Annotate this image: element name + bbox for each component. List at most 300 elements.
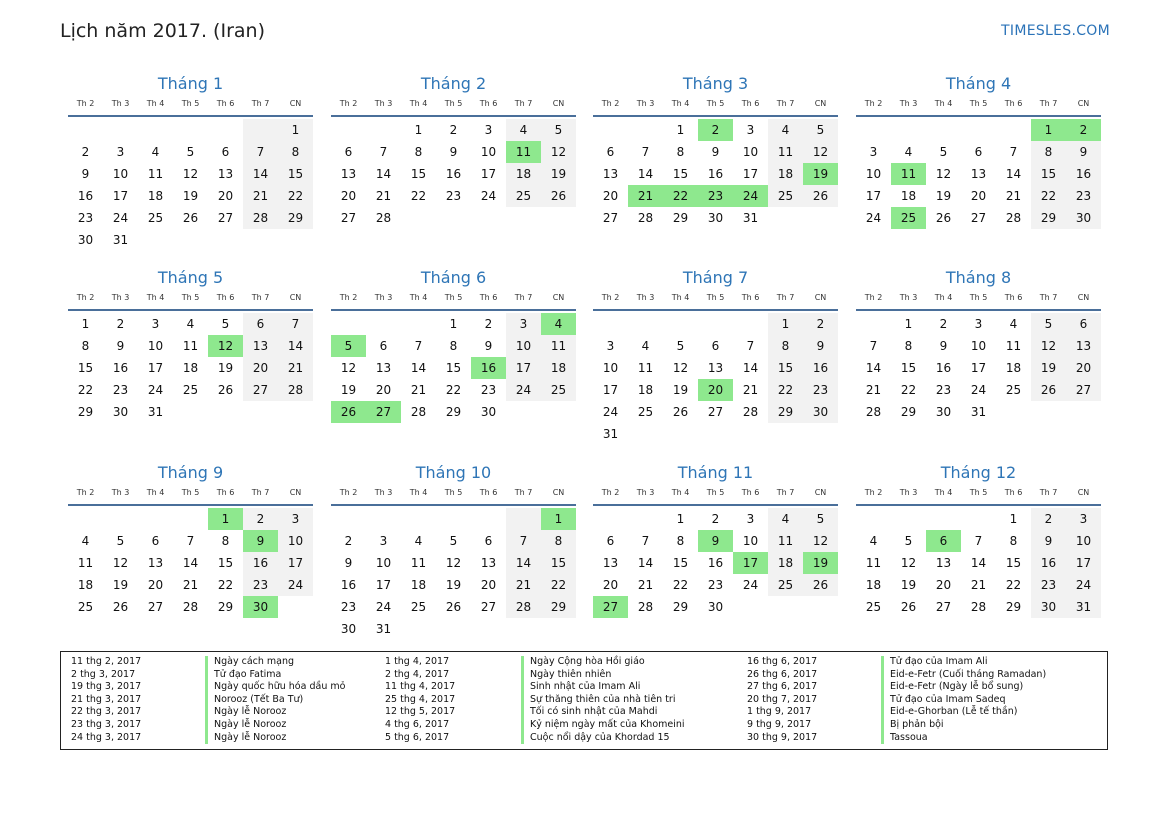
day-cell[interactable]: 10 <box>147 339 164 353</box>
day-cell[interactable]: 9 <box>711 145 720 159</box>
day-cell[interactable]: 21 <box>865 383 882 397</box>
day-cell[interactable]: 22 <box>900 383 917 397</box>
day-cell[interactable]: 16 <box>707 556 724 570</box>
day-cell[interactable]: 15 <box>445 361 462 375</box>
day-cell[interactable]: 4 <box>151 145 160 159</box>
day-cell[interactable]: 3 <box>151 317 160 331</box>
day-cell[interactable]: 23 <box>243 574 278 596</box>
day-cell[interactable]: 27 <box>243 379 278 401</box>
day-cell[interactable]: 18 <box>506 163 541 185</box>
day-cell[interactable]: 22 <box>768 379 803 401</box>
day-cell[interactable]: 6 <box>711 339 720 353</box>
day-cell[interactable]: 9 <box>116 339 125 353</box>
day-cell[interactable]: 28 <box>182 600 199 614</box>
day-cell[interactable]: 12 <box>803 141 838 163</box>
day-cell[interactable]: 15 <box>1031 163 1066 185</box>
day-cell[interactable]: 23 <box>1031 574 1066 596</box>
day-cell[interactable]: 23 <box>340 600 357 614</box>
day-cell[interactable]: 19 <box>112 578 129 592</box>
day-cell[interactable]: 19 <box>935 189 952 203</box>
day-cell[interactable]: 18 <box>1005 361 1022 375</box>
day-cell[interactable]: 18 <box>865 578 882 592</box>
day-cell[interactable]: 6 <box>606 145 615 159</box>
day-cell[interactable]: 27 <box>602 211 619 225</box>
day-cell[interactable]: 21 <box>182 578 199 592</box>
day-cell[interactable]: 18 <box>77 578 94 592</box>
day-cell[interactable]: 25 <box>768 574 803 596</box>
day-cell[interactable]: 20 <box>1066 357 1101 379</box>
day-cell[interactable]: 16 <box>112 361 129 375</box>
day-cell[interactable]: 28 <box>278 379 313 401</box>
day-cell[interactable]: 29 <box>1005 600 1022 614</box>
day-cell[interactable]: 10 <box>970 339 987 353</box>
day-cell[interactable]: 20 <box>698 379 733 401</box>
day-cell[interactable]: 13 <box>375 361 392 375</box>
day-cell[interactable]: 20 <box>935 578 952 592</box>
day-cell[interactable]: 27 <box>1066 379 1101 401</box>
day-cell[interactable]: 26 <box>803 185 838 207</box>
day-cell[interactable]: 29 <box>768 401 803 423</box>
day-cell[interactable]: 26 <box>331 401 366 423</box>
day-cell[interactable]: 30 <box>803 401 838 423</box>
day-cell[interactable]: 27 <box>147 600 164 614</box>
day-cell[interactable]: 27 <box>593 596 628 618</box>
day-cell[interactable]: 15 <box>77 361 94 375</box>
day-cell[interactable]: 7 <box>243 141 278 163</box>
day-cell[interactable]: 24 <box>375 600 392 614</box>
day-cell[interactable]: 20 <box>217 189 234 203</box>
day-cell[interactable]: 1 <box>768 313 803 335</box>
day-cell[interactable]: 28 <box>970 600 987 614</box>
day-cell[interactable]: 4 <box>768 119 803 141</box>
day-cell[interactable]: 3 <box>974 317 983 331</box>
day-cell[interactable]: 1 <box>278 119 313 141</box>
day-cell[interactable]: 27 <box>480 600 497 614</box>
day-cell[interactable]: 19 <box>445 578 462 592</box>
day-cell[interactable]: 21 <box>243 185 278 207</box>
day-cell[interactable]: 2 <box>81 145 90 159</box>
day-cell[interactable]: 5 <box>221 317 230 331</box>
day-cell[interactable]: 3 <box>1066 508 1101 530</box>
day-cell[interactable]: 12 <box>445 556 462 570</box>
day-cell[interactable]: 5 <box>541 119 576 141</box>
day-cell[interactable]: 25 <box>768 185 803 207</box>
day-cell[interactable]: 13 <box>147 556 164 570</box>
day-cell[interactable]: 20 <box>147 578 164 592</box>
day-cell[interactable]: 7 <box>869 339 878 353</box>
day-cell[interactable]: 12 <box>803 530 838 552</box>
day-cell[interactable]: 1 <box>676 123 685 137</box>
day-cell[interactable]: 8 <box>414 145 423 159</box>
day-cell[interactable]: 20 <box>602 189 619 203</box>
day-cell[interactable]: 17 <box>375 578 392 592</box>
day-cell[interactable]: 26 <box>445 600 462 614</box>
day-cell[interactable]: 22 <box>1005 578 1022 592</box>
day-cell[interactable]: 11 <box>637 361 654 375</box>
day-cell[interactable]: 23 <box>1066 185 1101 207</box>
day-cell[interactable]: 25 <box>1005 383 1022 397</box>
day-cell[interactable]: 27 <box>340 211 357 225</box>
day-cell[interactable]: 11 <box>768 141 803 163</box>
day-cell[interactable]: 20 <box>480 578 497 592</box>
day-cell[interactable]: 9 <box>1031 530 1066 552</box>
day-cell[interactable]: 19 <box>182 189 199 203</box>
day-cell[interactable]: 17 <box>970 361 987 375</box>
day-cell[interactable]: 16 <box>77 189 94 203</box>
day-cell[interactable]: 7 <box>379 145 388 159</box>
day-cell[interactable]: 1 <box>414 123 423 137</box>
day-cell[interactable]: 21 <box>970 578 987 592</box>
day-cell[interactable]: 27 <box>366 401 401 423</box>
day-cell[interactable]: 3 <box>746 123 755 137</box>
day-cell[interactable]: 26 <box>803 574 838 596</box>
day-cell[interactable]: 2 <box>1066 119 1101 141</box>
day-cell[interactable]: 22 <box>278 185 313 207</box>
day-cell[interactable]: 2 <box>344 534 353 548</box>
day-cell[interactable]: 3 <box>746 512 755 526</box>
day-cell[interactable]: 13 <box>935 556 952 570</box>
day-cell[interactable]: 30 <box>1066 207 1101 229</box>
day-cell[interactable]: 7 <box>641 534 650 548</box>
day-cell[interactable]: 26 <box>1031 379 1066 401</box>
day-cell[interactable]: 22 <box>1031 185 1066 207</box>
day-cell[interactable]: 10 <box>112 167 129 181</box>
day-cell[interactable]: 25 <box>637 405 654 419</box>
day-cell[interactable]: 6 <box>926 530 961 552</box>
day-cell[interactable]: 11 <box>147 167 164 181</box>
day-cell[interactable]: 29 <box>541 596 576 618</box>
day-cell[interactable]: 12 <box>672 361 689 375</box>
day-cell[interactable]: 2 <box>939 317 948 331</box>
day-cell[interactable]: 22 <box>445 383 462 397</box>
day-cell[interactable]: 6 <box>344 145 353 159</box>
day-cell[interactable]: 11 <box>77 556 94 570</box>
day-cell[interactable]: 10 <box>506 335 541 357</box>
day-cell[interactable]: 17 <box>742 167 759 181</box>
day-cell[interactable]: 15 <box>1005 556 1022 570</box>
day-cell[interactable]: 8 <box>676 534 685 548</box>
day-cell[interactable]: 5 <box>449 534 458 548</box>
day-cell[interactable]: 20 <box>340 189 357 203</box>
day-cell[interactable]: 10 <box>865 167 882 181</box>
day-cell[interactable]: 9 <box>484 339 493 353</box>
day-cell[interactable]: 9 <box>449 145 458 159</box>
day-cell[interactable]: 14 <box>243 163 278 185</box>
day-cell[interactable]: 14 <box>742 361 759 375</box>
day-cell[interactable]: 29 <box>900 405 917 419</box>
day-cell[interactable]: 4 <box>186 317 195 331</box>
day-cell[interactable]: 24 <box>112 211 129 225</box>
day-cell[interactable]: 14 <box>970 556 987 570</box>
day-cell[interactable]: 19 <box>217 361 234 375</box>
day-cell[interactable]: 24 <box>602 405 619 419</box>
day-cell[interactable]: 12 <box>1031 335 1066 357</box>
day-cell[interactable]: 29 <box>1031 207 1066 229</box>
day-cell[interactable]: 24 <box>733 185 768 207</box>
day-cell[interactable]: 15 <box>217 556 234 570</box>
day-cell[interactable]: 8 <box>278 141 313 163</box>
day-cell[interactable]: 25 <box>891 207 926 229</box>
day-cell[interactable]: 4 <box>81 534 90 548</box>
day-cell[interactable]: 1 <box>904 317 913 331</box>
day-cell[interactable]: 16 <box>803 357 838 379</box>
day-cell[interactable]: 5 <box>803 119 838 141</box>
day-cell[interactable]: 25 <box>182 383 199 397</box>
day-cell[interactable]: 13 <box>340 167 357 181</box>
day-cell[interactable]: 21 <box>637 578 654 592</box>
day-cell[interactable]: 19 <box>541 163 576 185</box>
day-cell[interactable]: 8 <box>449 339 458 353</box>
day-cell[interactable]: 18 <box>768 552 803 574</box>
day-cell[interactable]: 2 <box>243 508 278 530</box>
day-cell[interactable]: 12 <box>112 556 129 570</box>
day-cell[interactable]: 7 <box>414 339 423 353</box>
site-link[interactable]: TIMESLES.COM <box>1001 23 1110 39</box>
day-cell[interactable]: 29 <box>672 211 689 225</box>
day-cell[interactable]: 15 <box>410 167 427 181</box>
day-cell[interactable]: 23 <box>112 383 129 397</box>
day-cell[interactable]: 14 <box>506 552 541 574</box>
day-cell[interactable]: 18 <box>182 361 199 375</box>
day-cell[interactable]: 7 <box>278 313 313 335</box>
day-cell[interactable]: 2 <box>484 317 493 331</box>
day-cell[interactable]: 19 <box>1031 357 1066 379</box>
day-cell[interactable]: 11 <box>182 339 199 353</box>
day-cell[interactable]: 30 <box>935 405 952 419</box>
day-cell[interactable]: 21 <box>410 383 427 397</box>
day-cell[interactable]: 31 <box>147 405 164 419</box>
day-cell[interactable]: 11 <box>541 335 576 357</box>
day-cell[interactable]: 7 <box>641 145 650 159</box>
day-cell[interactable]: 20 <box>243 357 278 379</box>
day-cell[interactable]: 8 <box>541 530 576 552</box>
day-cell[interactable]: 15 <box>672 556 689 570</box>
day-cell[interactable]: 3 <box>606 339 615 353</box>
day-cell[interactable]: 9 <box>939 339 948 353</box>
day-cell[interactable]: 4 <box>904 145 913 159</box>
day-cell[interactable]: 25 <box>865 600 882 614</box>
day-cell[interactable]: 30 <box>707 211 724 225</box>
day-cell[interactable]: 4 <box>869 534 878 548</box>
day-cell[interactable]: 30 <box>112 405 129 419</box>
day-cell[interactable]: 29 <box>77 405 94 419</box>
day-cell[interactable]: 10 <box>742 534 759 548</box>
day-cell[interactable]: 25 <box>506 185 541 207</box>
day-cell[interactable]: 12 <box>935 167 952 181</box>
day-cell[interactable]: 24 <box>278 574 313 596</box>
day-cell[interactable]: 12 <box>182 167 199 181</box>
day-cell[interactable]: 19 <box>340 383 357 397</box>
day-cell[interactable]: 11 <box>1005 339 1022 353</box>
day-cell[interactable]: 29 <box>672 600 689 614</box>
day-cell[interactable]: 1 <box>208 508 243 530</box>
day-cell[interactable]: 24 <box>480 189 497 203</box>
day-cell[interactable]: 3 <box>484 123 493 137</box>
day-cell[interactable]: 14 <box>637 167 654 181</box>
day-cell[interactable]: 8 <box>904 339 913 353</box>
day-cell[interactable]: 17 <box>278 552 313 574</box>
day-cell[interactable]: 6 <box>606 534 615 548</box>
day-cell[interactable]: 5 <box>803 508 838 530</box>
day-cell[interactable]: 5 <box>939 145 948 159</box>
day-cell[interactable]: 13 <box>602 556 619 570</box>
day-cell[interactable]: 5 <box>331 335 366 357</box>
day-cell[interactable]: 16 <box>1031 552 1066 574</box>
day-cell[interactable]: 19 <box>803 163 838 185</box>
day-cell[interactable]: 25 <box>147 211 164 225</box>
day-cell[interactable]: 23 <box>803 379 838 401</box>
day-cell[interactable]: 29 <box>278 207 313 229</box>
day-cell[interactable]: 2 <box>116 317 125 331</box>
day-cell[interactable]: 2 <box>711 512 720 526</box>
day-cell[interactable]: 21 <box>278 357 313 379</box>
day-cell[interactable]: 21 <box>1005 189 1022 203</box>
day-cell[interactable]: 5 <box>1031 313 1066 335</box>
day-cell[interactable]: 15 <box>768 357 803 379</box>
day-cell[interactable]: 9 <box>344 556 353 570</box>
day-cell[interactable]: 9 <box>803 335 838 357</box>
day-cell[interactable]: 5 <box>904 534 913 548</box>
day-cell[interactable]: 24 <box>865 211 882 225</box>
day-cell[interactable]: 20 <box>375 383 392 397</box>
day-cell[interactable]: 5 <box>116 534 125 548</box>
day-cell[interactable]: 13 <box>707 361 724 375</box>
day-cell[interactable]: 5 <box>186 145 195 159</box>
day-cell[interactable]: 14 <box>410 361 427 375</box>
day-cell[interactable]: 17 <box>1066 552 1101 574</box>
day-cell[interactable]: 17 <box>480 167 497 181</box>
day-cell[interactable]: 16 <box>340 578 357 592</box>
day-cell[interactable]: 14 <box>375 167 392 181</box>
day-cell[interactable]: 1 <box>449 317 458 331</box>
day-cell[interactable]: 17 <box>112 189 129 203</box>
day-cell[interactable]: 14 <box>182 556 199 570</box>
day-cell[interactable]: 3 <box>116 145 125 159</box>
day-cell[interactable]: 4 <box>541 313 576 335</box>
day-cell[interactable]: 22 <box>77 383 94 397</box>
day-cell[interactable]: 19 <box>900 578 917 592</box>
day-cell[interactable]: 3 <box>506 313 541 335</box>
day-cell[interactable]: 24 <box>742 578 759 592</box>
day-cell[interactable]: 25 <box>541 379 576 401</box>
day-cell[interactable]: 26 <box>900 600 917 614</box>
day-cell[interactable]: 18 <box>768 163 803 185</box>
day-cell[interactable]: 14 <box>278 335 313 357</box>
day-cell[interactable]: 15 <box>541 552 576 574</box>
day-cell[interactable]: 22 <box>663 185 698 207</box>
day-cell[interactable]: 28 <box>637 600 654 614</box>
day-cell[interactable]: 6 <box>484 534 493 548</box>
day-cell[interactable]: 13 <box>243 335 278 357</box>
day-cell[interactable]: 21 <box>506 574 541 596</box>
day-cell[interactable]: 25 <box>77 600 94 614</box>
day-cell[interactable]: 28 <box>637 211 654 225</box>
day-cell[interactable]: 10 <box>278 530 313 552</box>
day-cell[interactable]: 28 <box>742 405 759 419</box>
day-cell[interactable]: 1 <box>541 508 576 530</box>
day-cell[interactable]: 12 <box>340 361 357 375</box>
day-cell[interactable]: 16 <box>707 167 724 181</box>
day-cell[interactable]: 19 <box>672 383 689 397</box>
day-cell[interactable]: 28 <box>1005 211 1022 225</box>
day-cell[interactable]: 10 <box>602 361 619 375</box>
day-cell[interactable]: 8 <box>221 534 230 548</box>
day-cell[interactable]: 3 <box>379 534 388 548</box>
day-cell[interactable]: 15 <box>278 163 313 185</box>
day-cell[interactable]: 31 <box>602 427 619 441</box>
day-cell[interactable]: 4 <box>641 339 650 353</box>
day-cell[interactable]: 21 <box>375 189 392 203</box>
day-cell[interactable]: 8 <box>1031 141 1066 163</box>
day-cell[interactable]: 15 <box>900 361 917 375</box>
day-cell[interactable]: 13 <box>970 167 987 181</box>
day-cell[interactable]: 30 <box>243 596 278 618</box>
day-cell[interactable]: 17 <box>602 383 619 397</box>
day-cell[interactable]: 24 <box>970 383 987 397</box>
day-cell[interactable]: 8 <box>81 339 90 353</box>
day-cell[interactable]: 11 <box>891 163 926 185</box>
day-cell[interactable]: 26 <box>935 211 952 225</box>
day-cell[interactable]: 17 <box>147 361 164 375</box>
day-cell[interactable]: 23 <box>480 383 497 397</box>
day-cell[interactable]: 14 <box>637 556 654 570</box>
day-cell[interactable]: 4 <box>414 534 423 548</box>
day-cell[interactable]: 9 <box>1066 141 1101 163</box>
day-cell[interactable]: 13 <box>480 556 497 570</box>
day-cell[interactable]: 23 <box>707 578 724 592</box>
day-cell[interactable]: 22 <box>217 578 234 592</box>
day-cell[interactable]: 20 <box>970 189 987 203</box>
day-cell[interactable]: 24 <box>506 379 541 401</box>
day-cell[interactable]: 2 <box>449 123 458 137</box>
day-cell[interactable]: 4 <box>768 508 803 530</box>
day-cell[interactable]: 6 <box>221 145 230 159</box>
day-cell[interactable]: 3 <box>278 508 313 530</box>
day-cell[interactable]: 8 <box>676 145 685 159</box>
day-cell[interactable]: 28 <box>375 211 392 225</box>
day-cell[interactable]: 28 <box>243 207 278 229</box>
day-cell[interactable]: 28 <box>865 405 882 419</box>
day-cell[interactable]: 7 <box>506 530 541 552</box>
day-cell[interactable]: 29 <box>217 600 234 614</box>
day-cell[interactable]: 28 <box>506 596 541 618</box>
day-cell[interactable]: 6 <box>974 145 983 159</box>
day-cell[interactable]: 29 <box>445 405 462 419</box>
day-cell[interactable]: 15 <box>672 167 689 181</box>
day-cell[interactable]: 24 <box>147 383 164 397</box>
day-cell[interactable]: 31 <box>375 622 392 636</box>
day-cell[interactable]: 1 <box>81 317 90 331</box>
day-cell[interactable]: 10 <box>742 145 759 159</box>
day-cell[interactable]: 30 <box>1031 596 1066 618</box>
day-cell[interactable]: 23 <box>77 211 94 225</box>
day-cell[interactable]: 7 <box>186 534 195 548</box>
day-cell[interactable]: 26 <box>672 405 689 419</box>
day-cell[interactable]: 16 <box>1066 163 1101 185</box>
day-cell[interactable]: 16 <box>935 361 952 375</box>
day-cell[interactable]: 9 <box>243 530 278 552</box>
day-cell[interactable]: 13 <box>217 167 234 181</box>
day-cell[interactable]: 6 <box>1066 313 1101 335</box>
day-cell[interactable]: 1 <box>1009 512 1018 526</box>
day-cell[interactable]: 22 <box>541 574 576 596</box>
day-cell[interactable]: 16 <box>243 552 278 574</box>
day-cell[interactable]: 13 <box>602 167 619 181</box>
day-cell[interactable]: 20 <box>602 578 619 592</box>
day-cell[interactable]: 3 <box>869 145 878 159</box>
day-cell[interactable]: 30 <box>340 622 357 636</box>
day-cell[interactable]: 31 <box>1066 596 1101 618</box>
